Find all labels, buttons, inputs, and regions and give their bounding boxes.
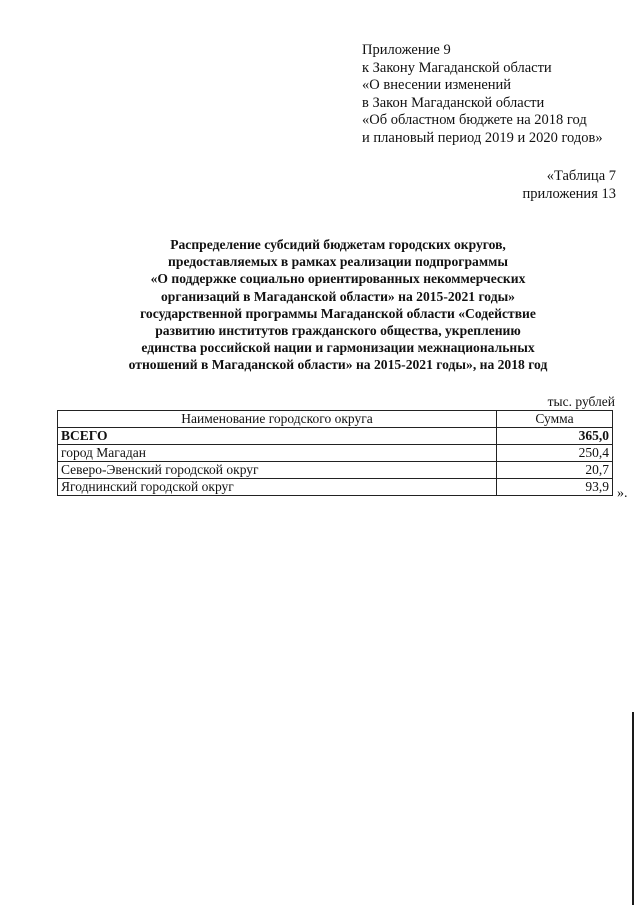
scan-edge-line: [632, 712, 634, 905]
district-amount: 20,7: [497, 462, 613, 479]
closing-quote-mark: ».: [617, 486, 628, 501]
subsidy-table: [57, 410, 613, 496]
district-name: Ягоднинский городской округ: [58, 479, 497, 496]
appendix-line: Приложение 9: [362, 42, 451, 58]
table-header-row: [58, 411, 613, 428]
table-row: [58, 479, 613, 496]
district-name: город Магадан: [58, 445, 497, 462]
district-amount: 365,0: [497, 428, 613, 445]
units-label: тыс. рублей: [547, 394, 615, 409]
appendix-line: «Об областном бюджете на 2018 год: [362, 112, 587, 128]
district-name: ВСЕГО: [58, 428, 497, 445]
title-line: единства российской нации и гармонизации межнациональных: [141, 340, 535, 356]
appendix-line: и плановый период 2019 и 2020 годов»: [362, 129, 603, 146]
appendix-line: к Закону Магаданской области: [362, 59, 552, 76]
appendix-line: в Закон Магаданской области: [362, 94, 545, 111]
title-line: государственной программы Магаданской области «Содействие: [140, 305, 536, 321]
table-reference: [523, 168, 616, 203]
district-amount: 250,4: [497, 445, 613, 462]
table-row: [58, 462, 613, 479]
title-line: развитию институтов гражданского общества, укреплению: [155, 323, 521, 339]
table-reference-line: приложения 13: [522, 185, 616, 202]
header-district-name: Наименование городского округа: [58, 411, 497, 428]
title-line: предоставляемых в рамках реализации подпрограммы: [168, 254, 508, 270]
header-amount: Сумма: [497, 411, 613, 428]
title-line: «О поддержке социально ориентированных некоммерческих: [150, 271, 526, 287]
appendix-header: [362, 42, 603, 147]
district-name: Северо-Эвенский городской округ: [58, 462, 497, 479]
document-title: [60, 236, 616, 374]
table-row: [58, 445, 613, 462]
table-reference-line: «Таблица 7: [546, 168, 616, 184]
district-amount: 93,9: [497, 479, 613, 496]
appendix-line: «О внесении изменений: [362, 77, 512, 93]
title-line: организаций в Магаданской области» на 2015-2021 годы»: [161, 288, 515, 304]
title-line: отношений в Магаданской области» на 2015-2021 годы», на 2018 год: [128, 357, 548, 373]
table-row-total: [58, 428, 613, 445]
title-line: Распределение субсидий бюджетам городских округов,: [170, 237, 506, 252]
